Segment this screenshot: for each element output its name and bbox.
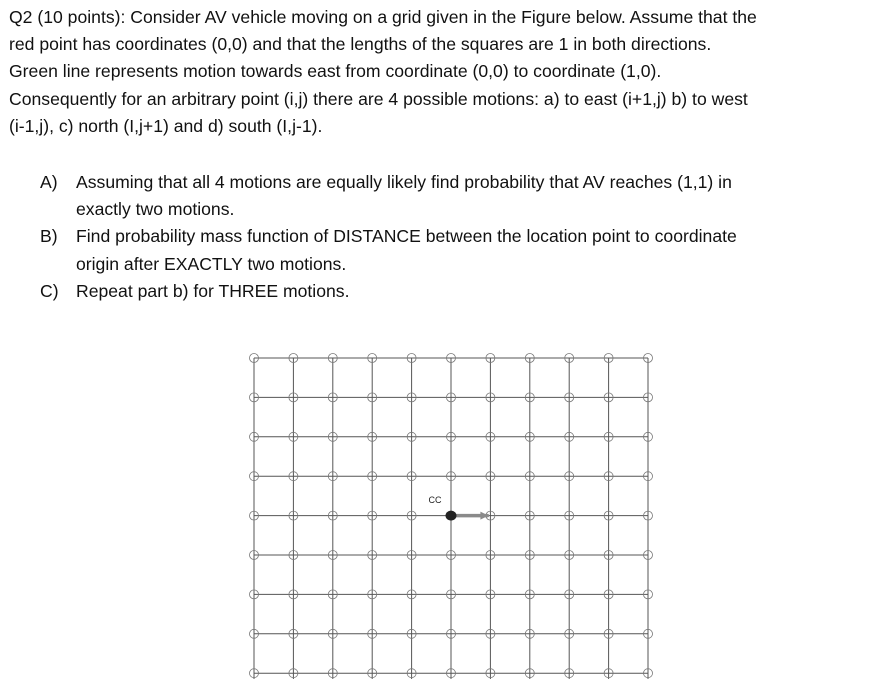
question-line: Green line represents motion towards east from coordinate (0,0) to coordinate (1,0). (9, 61, 662, 82)
part-label: A) (40, 172, 58, 192)
part-line: Repeat part b) for THREE motions. (76, 280, 350, 301)
part-label: C) (40, 280, 59, 301)
origin-point (446, 511, 457, 521)
question-line: Q2 (10 points): Consider AV vehicle moving on a grid given in the Figure below. Assume that the (9, 7, 757, 27)
part-line: Find probability mass function of DISTANCE between the location point to coordinate (76, 226, 737, 247)
part-line: Assuming that all 4 motions are equally likely find probability that AV reaches (1,1) in (76, 172, 732, 192)
question-line: (i-1,j), c) north (I,j+1) and d) south (I,j-1). (9, 115, 323, 136)
origin-label: CC (428, 495, 442, 505)
question-line: Consequently for an arbitrary point (i,j) there are 4 possible motions: a) to east (i+1,j) b) to west (9, 88, 748, 109)
part-line: exactly two motions. (76, 199, 235, 220)
part-line: origin after EXACTLY two motions. (76, 253, 347, 274)
motion-layer (446, 511, 489, 521)
part-label: B) (40, 226, 58, 247)
question-line: red point has coordinates (0,0) and that the lengths of the squares are 1 in both directions. (9, 34, 712, 55)
